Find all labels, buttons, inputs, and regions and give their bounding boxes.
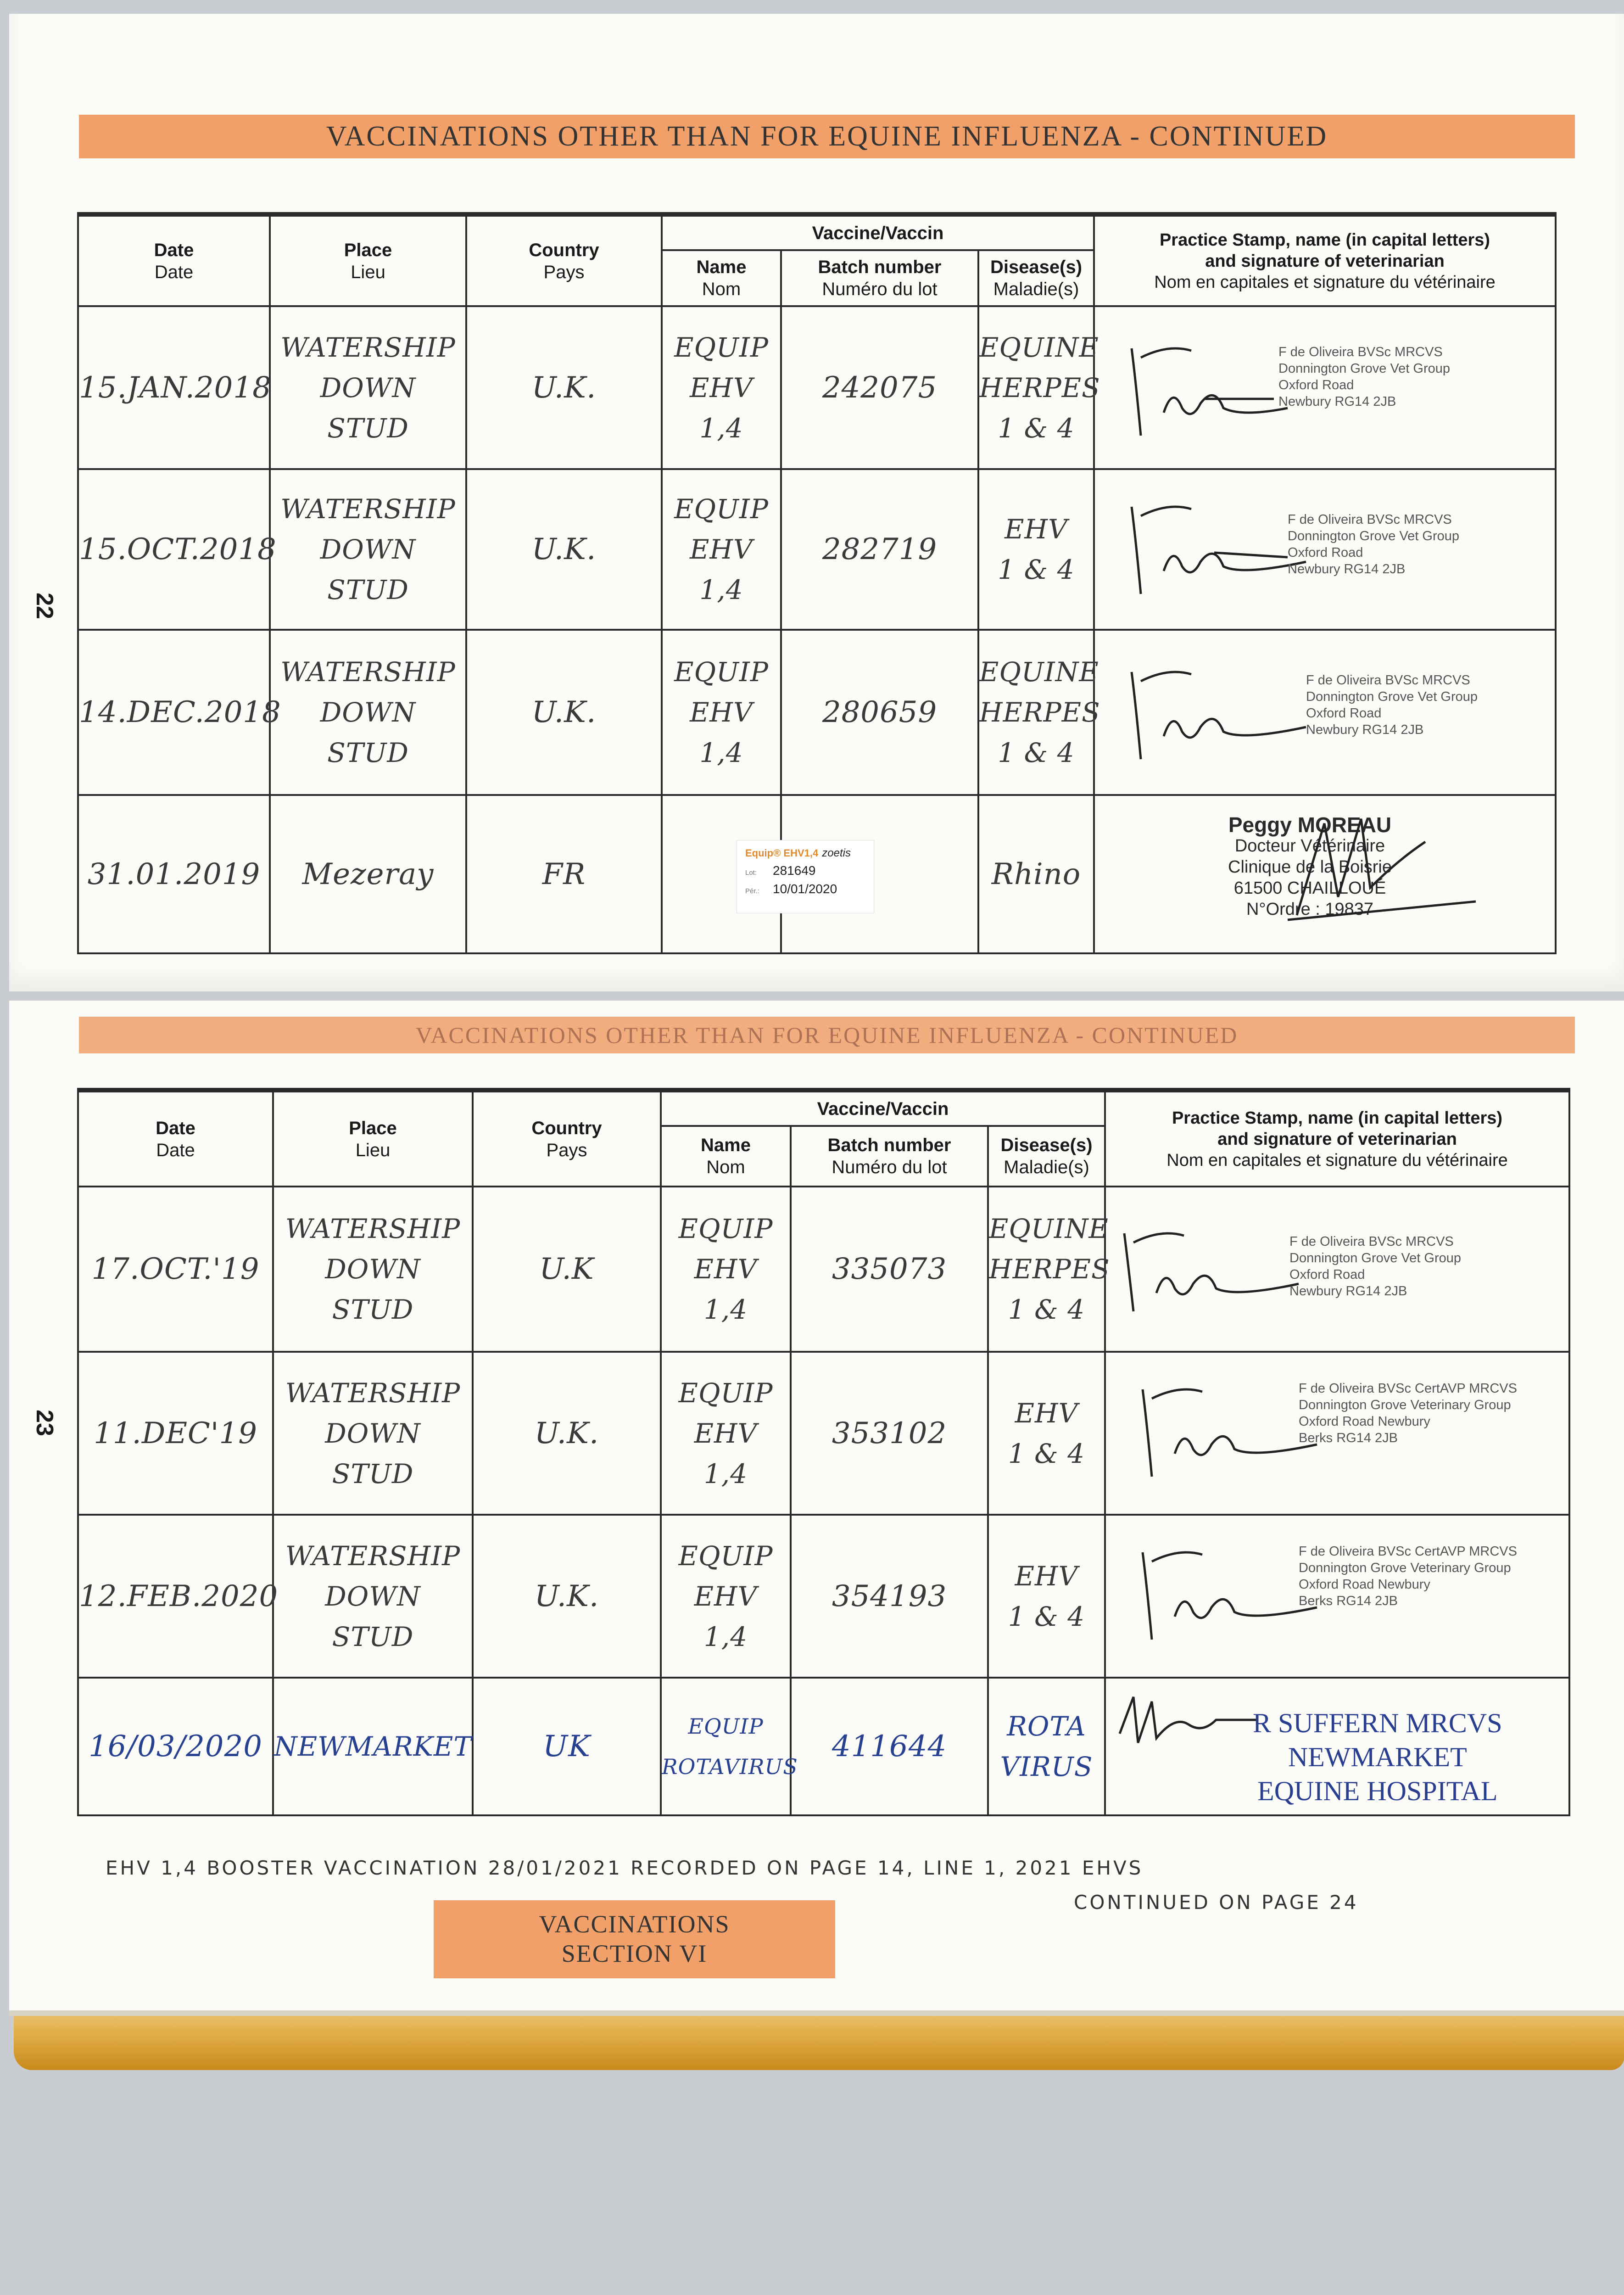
entry-vaccine-name: EQUIP EHV 1,4 [678,1377,773,1489]
vet-stamp: F de Oliveira BVSc MRCVS Donnington Grove Vet Group Oxford Road Newbury RG14 2JB [1289,1234,1462,1299]
table-row [78,630,1556,795]
table-row [78,1678,1569,1815]
vet-signature [1115,1215,1308,1325]
vet-stamp-newmarket: R SUFFERN MRCVS NEWMARKET EQUINE HOSPITAL [1253,1708,1502,1806]
header-country: Country Pays [466,214,662,306]
header-place: Place Lieu [273,1090,473,1187]
page-banner-top: VACCINATIONS OTHER THAN FOR EQUINE INFLUENZA - CONTINUED [79,115,1575,158]
entry-place: WATERSHIP DOWN STUD [280,331,456,444]
entry-disease: EHV 1 & 4 [1008,1560,1085,1632]
header-place: Place Lieu [270,214,466,306]
entry-date: 12.FEB.2020 [79,1579,279,1613]
vet-stamp: F de Oliveira BVSc MRCVS Donnington Grove Vet Group Oxford Road Newbury RG14 2JB [1288,512,1460,577]
entry-date: 17.OCT.'19 [91,1252,260,1286]
header-country: Country Pays [473,1090,661,1187]
entry-country: U.K. [534,1579,599,1613]
entry-place: WATERSHIP DOWN STUD [280,656,456,768]
entry-place: WATERSHIP DOWN STUD [285,1213,461,1325]
page-number-22: 22 [31,593,58,619]
entry-batch: 242075 [822,370,938,405]
entry-place: Mezeray [302,857,434,891]
header-disease: Disease(s) Maladie(s) [988,1126,1105,1187]
entry-country: U.K [539,1252,594,1286]
vet-stamp: F de Oliveira BVSc MRCVS Donnington Grove Vet Group Oxford Road Newbury RG14 2JB [1306,673,1478,737]
header-disease: Disease(s) Maladie(s) [978,250,1094,306]
vet-signature [1122,488,1315,608]
entry-batch: 280659 [822,695,938,729]
header-date: Date Date [78,1090,273,1187]
header-vaccine: Vaccine/Vaccin [661,1090,1105,1126]
entry-country: U.K. [534,1416,599,1450]
entry-place: WATERSHIP DOWN STUD [285,1377,461,1489]
table-row [78,1187,1569,1352]
vet-signature [1111,1688,1262,1761]
table-row [78,306,1556,469]
entry-place: NEWMARKET [274,1731,472,1762]
entry-vaccine-name: EQUIP ROTAVIRUS [662,1714,798,1779]
entry-disease: EQUINE HERPES 1 & 4 [979,656,1100,768]
page-banner-bottom: VACCINATIONS OTHER THAN FOR EQUINE INFLUENZA - CONTINUED [79,1017,1575,1053]
entry-country: FR [542,857,586,891]
entry-batch: 282719 [822,532,938,566]
entry-country: U.K. [531,532,597,566]
vet-signature [1133,1371,1326,1490]
header-name: Name Nom [661,1126,791,1187]
entry-disease: EQUINE HERPES 1 & 4 [989,1213,1110,1325]
vet-stamp: F de Oliveira BVSc MRCVS Donnington Grove Vet Group Oxford Road Newbury RG14 2JB [1278,345,1451,409]
section-footer: VACCINATIONS SECTION VI [434,1900,835,1978]
entry-batch: 354193 [832,1579,947,1613]
header-batch: Batch number Numéro du lot [781,250,978,306]
entry-date: 16/03/2020 [89,1730,262,1763]
entry-vaccine-name: EQUIP EHV 1,4 [674,656,769,768]
vet-signature [1122,654,1315,773]
entry-date: 15.OCT.2018 [79,532,277,566]
page-22 [9,14,1624,991]
header-name: Name Nom [662,250,781,306]
entry-date: 31.01.2019 [87,857,261,891]
header-stamp: Practice Stamp, name (in capital letters) and signature of veterinarian Nom en capitales et signature du vétérinaire [1094,214,1556,306]
entry-place: WATERSHIP DOWN STUD [280,493,456,605]
entry-batch: 353102 [832,1416,947,1450]
vet-signature [1122,330,1297,449]
header-date: Date Date [78,214,270,306]
table-row [78,469,1556,630]
entry-batch: 335073 [832,1252,947,1286]
entry-disease: EQUINE HERPES 1 & 4 [979,331,1100,444]
booster-note: EHV 1,4 BOOSTER VACCINATION 28/01/2021 RECORDED ON PAGE 14, LINE 1, 2021 EHVS [106,1857,1144,1879]
entry-date: 11.DEC'19 [94,1416,257,1450]
entry-date: 14.DEC.2018 [79,695,281,729]
entry-country: U.K. [531,695,597,729]
entry-vaccine-name: EQUIP EHV 1,4 [678,1213,773,1325]
entry-disease: ROTA VIRUS [1000,1711,1093,1782]
entry-place: WATERSHIP DOWN STUD [285,1540,461,1652]
vaccine-batch-sticker: Equip® EHV1,4 zoetis Lot: 281649 Pér.: 10/01/2020 [737,840,874,913]
vet-stamp: F de Oliveira BVSc CertAVP MRCVS Donnington Grove Veterinary Group Oxford Road Newbury Berks RG14 2JB [1299,1381,1517,1445]
table-row [78,1352,1569,1515]
header-vaccine: Vaccine/Vaccin [662,214,1094,250]
page-number-23: 23 [31,1410,58,1436]
vet-stamp-fr: Peggy MOREAU Docteur Vétérinaire Clinique de la Boisrie 61500 CHAILLOUÉ N°Ordre : 19837 [1228,813,1392,919]
entry-country: U.K. [531,370,597,405]
entry-vaccine-name: EQUIP EHV 1,4 [678,1540,773,1652]
entry-disease: EHV 1 & 4 [1008,1397,1085,1469]
page-23 [9,1001,1624,2010]
entry-country: UK [543,1730,591,1763]
table-row [78,1515,1569,1678]
header-batch: Batch number Numéro du lot [791,1126,988,1187]
booster-note-continued: CONTINUED ON PAGE 24 [1074,1891,1359,1914]
entry-vaccine-name: EQUIP EHV 1,4 [674,493,769,605]
vet-signature [1260,805,1480,934]
entry-batch: 411644 [832,1730,947,1763]
entry-vaccine-name: EQUIP EHV 1,4 [674,331,769,444]
vaccination-table-bottom [77,1088,1570,1816]
header-stamp: Practice Stamp, name (in capital letters) and signature of veterinarian Nom en capitales et signature du vétérinaire [1105,1090,1569,1187]
vet-stamp: F de Oliveira BVSc CertAVP MRCVS Donnington Grove Veterinary Group Oxford Road Newbury Berks RG14 2JB [1299,1544,1517,1608]
entry-date: 15.JAN.2018 [79,370,272,405]
entry-disease: EHV 1 & 4 [998,514,1075,585]
vet-signature [1133,1534,1326,1653]
entry-disease: Rhino [991,857,1081,891]
